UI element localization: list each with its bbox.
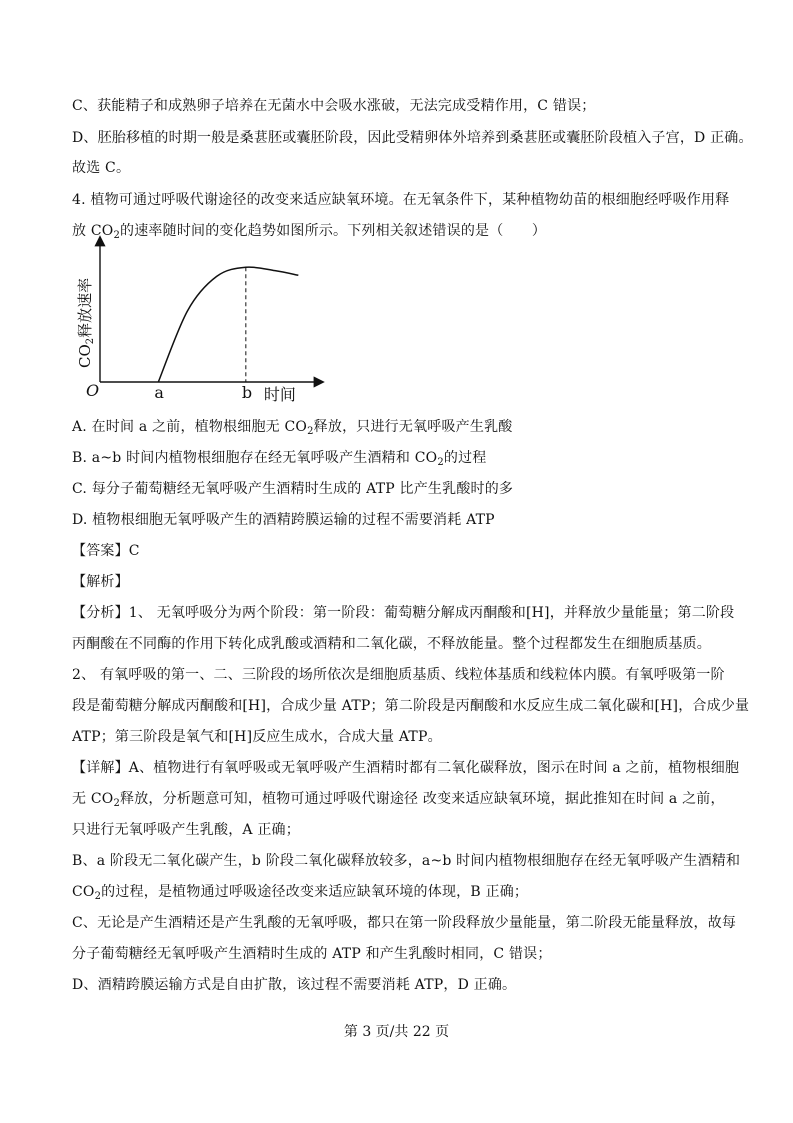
analysis-line-4: 段是葡萄糖分解成丙酮酸和[H]，合成少量 ATP；第二阶段是丙酮酸和水反应生成二氧化碳和[H]，合成少量	[72, 698, 750, 714]
question-4-line1: 4. 植物可通过呼吸代谢途径的改变来适应缺氧环境。在无氧条件下，某种植物幼苗的根细胞经呼吸作用释	[72, 192, 730, 208]
co2-release-chart	[70, 240, 330, 410]
analysis-line-2: 丙酮酸在不同酶的作用下转化成乳酸或酒精和二氧化碳，不释放能量。整个过程都发生在细胞质基质。	[72, 636, 711, 652]
q4-co2-text: 放 CO	[72, 223, 114, 239]
analysis-line-1: 【分析】1、 无氧呼吸分为两个阶段：第一阶段：葡萄糖分解成丙酮酸和[H]，并释放少量能量；第二阶段	[72, 605, 735, 621]
x-tick-label-b: b	[241, 383, 253, 402]
detail-line-3: 只进行无氧呼吸产生乳酸，A 正确；	[72, 822, 300, 838]
option-c: C. 每分子葡萄糖经无氧呼吸产生酒精时生成的 ATP 比产生乳酸时的多	[72, 481, 514, 497]
chart-svg	[70, 240, 330, 410]
detail-line-5: $CO_2$的过程，是植物通过呼吸途径改变来适应缺氧环境的体现，B 正确；	[72, 884, 529, 902]
option-d: D. 植物根细胞无氧呼吸产生的酒精跨膜运输的过程不需要消耗 ATP	[72, 512, 495, 528]
q4-co2-sub: 2	[113, 230, 121, 241]
q4-line2-rest: 的速率随时间的变化趋势如图所示。下列相关叙述错误的是（ ）	[120, 223, 547, 239]
option-d-previous: D、胚胎移植的时期一般是桑葚胚或囊胚阶段，因此受精卵体外培养到桑葚胚或囊胚阶段植入子宫，D 正确。	[72, 130, 753, 146]
chart-y-label: $CO_2$释放速率	[76, 277, 96, 368]
analysis-line-3: 2、 有氧呼吸的第一、二、三阶段的场所依次是细胞质基质、线粒体基质和线粒体内膜。有氧呼吸第一阶	[72, 667, 725, 683]
detail-line-4: B、a 阶段无二氧化碳产生，b 阶段二氧化碳释放较多，a~b 时间内植物根细胞存在经无氧呼吸产生酒精和	[72, 853, 741, 869]
option-a: A. 在时间 a 之前，植物根细胞无 $CO_2$释放，只进行无氧呼吸产生乳酸	[72, 419, 513, 437]
option-b: B. a~b 时间内植物根细胞存在经无氧呼吸产生酒精和 $CO_2$的过程	[72, 450, 487, 468]
choose-line: 故选 C。	[72, 160, 131, 176]
x-axis-label: 时间	[263, 385, 296, 404]
detail-line-8: D、酒精跨膜运输方式是自由扩散，该过程不需要消耗 ATP，D 正确。	[72, 977, 517, 993]
analysis-line-5: ATP；第三阶段是氧气和[H]反应生成水，合成大量 ATP。	[72, 729, 442, 745]
co2-rate-curve	[158, 267, 298, 382]
x-tick-label-a: a	[154, 383, 164, 402]
option-c-previous: C、获能精子和成熟卵子培养在无菌水中会吸水涨破，无法完成受精作用，C 错误；	[72, 98, 596, 114]
origin-label: O	[86, 381, 100, 400]
answer-line: 【答案】C	[72, 543, 140, 559]
detail-line-2: 无 $CO_2$释放，分析题意可知，植物可通过呼吸代谢途径 改变来适应缺氧环境，据此推知在时间 a 之前，	[72, 791, 725, 809]
detail-line-1: 【详解】A、植物进行有氧呼吸或无氧呼吸产生酒精时都有二氧化碳释放，图示在时间 a 之前，植物根细胞	[72, 760, 740, 776]
detail-line-6: C、无论是产生酒精还是产生乳酸的无氧呼吸，都只在第一阶段释放少量能量，第二阶段无能量释放，故每	[72, 915, 737, 931]
detail-line-7: 分子葡萄糖经无氧呼吸产生酒精时生成的 ATP 和产生乳酸时相同，C 错误；	[72, 946, 552, 962]
analysis-title: 【解析】	[72, 574, 129, 590]
page-footer: 第 3 页/共 22 页	[343, 1024, 450, 1040]
